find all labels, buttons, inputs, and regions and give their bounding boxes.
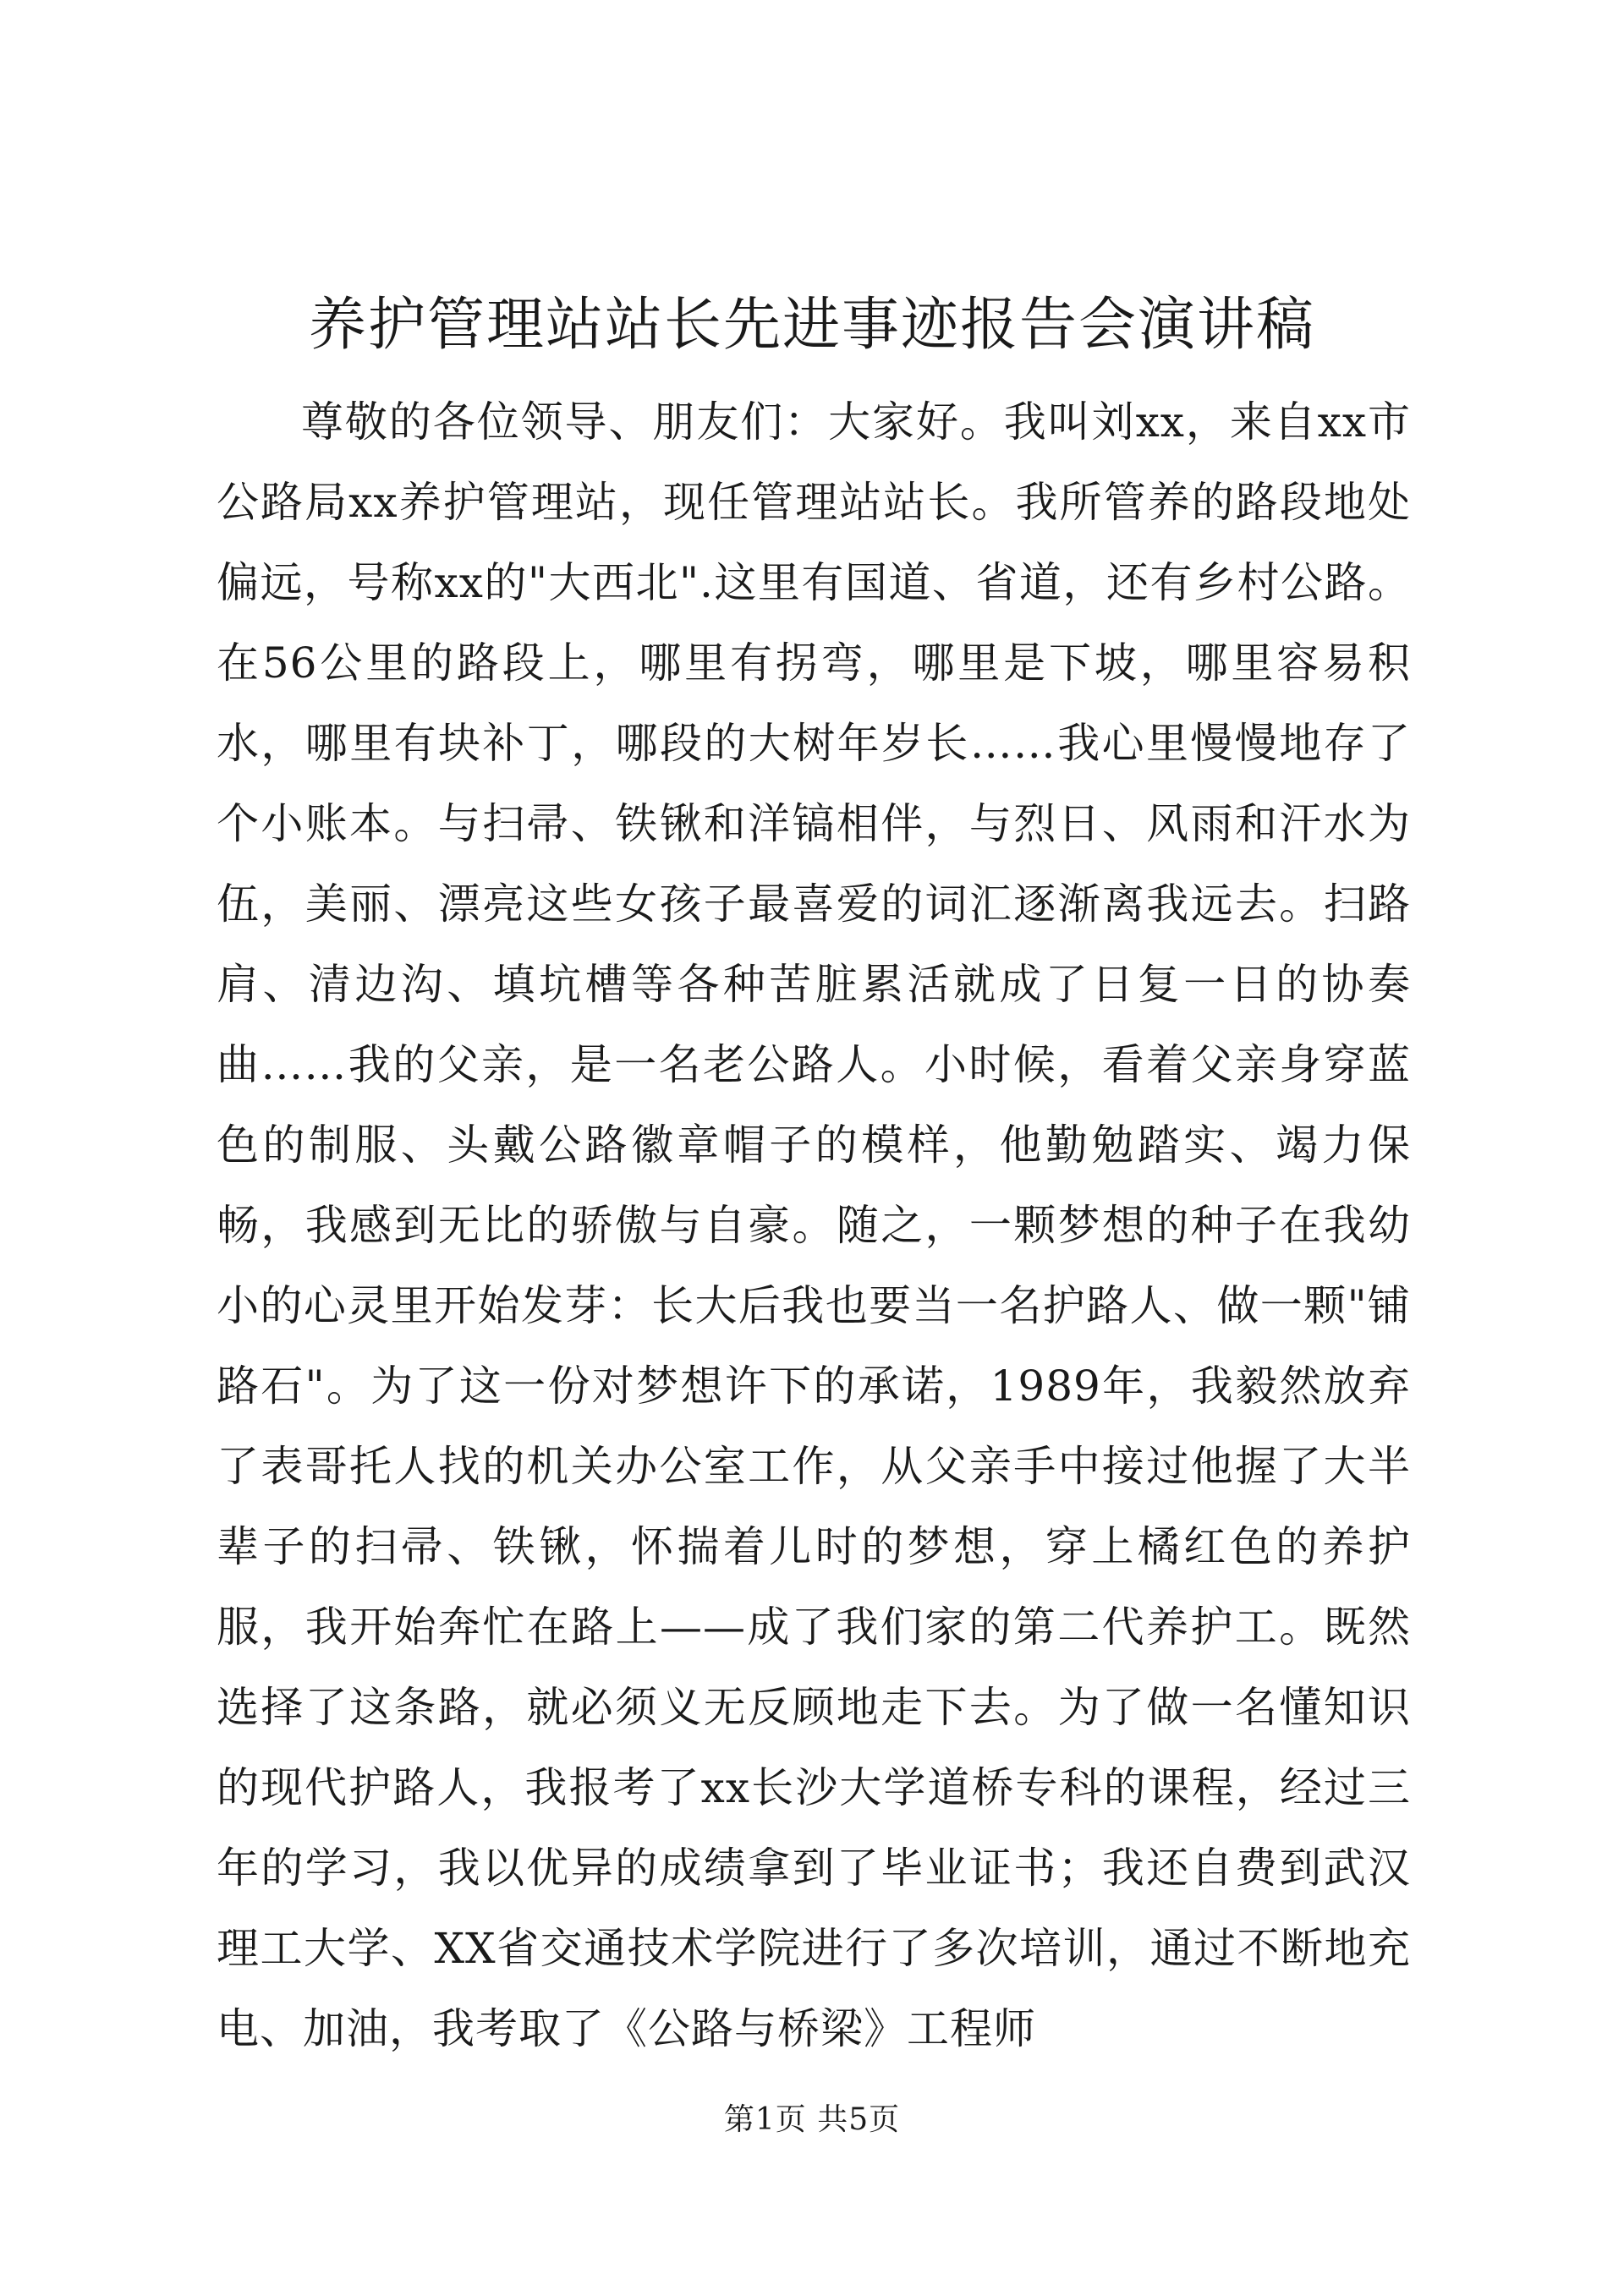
- page-number-footer: 第1页 共5页: [723, 2102, 901, 2137]
- document-body-paragraph: 尊敬的各位领导、朋友们：大家好。我叫刘xx，来自xx市公路局xx养护管理站，现任管理站站长。我所管养的路段地处偏远，号称xx的"大西北".这里有国道、省道，还有乡村公路。在56公里的路段上，哪里有拐弯，哪里是下坡，哪里容易积水，哪里有块补丁，哪段的大树年岁长……我心里慢慢地存了个小账本。与扫帚、铁锹和洋镐相伴，与烈日、风雨和汗水为伍，美丽、漂亮这些女孩子最喜爱的词汇逐渐离我远去。扫路肩、清边沟、填坑槽等各种苦脏累活就成了日复一日的协奏曲……我的父亲，是一名老公路人。小时候，看着父亲身穿蓝色的制服、头戴公路徽章帽子的模样，他勤勉踏实、竭力保畅，我感到无比的骄傲与自豪。随之，一颗梦想的种子在我幼小的心灵里开始发芽：长大后我也要当一名护路人、做一颗"铺路石"。为了这一份对梦想许下的承诺，1989年，我毅然放弃了表哥托人找的机关办公室工作，从父亲手中接过他握了大半辈子的扫帚、铁锹，怀揣着儿时的梦想，穿上橘红色的养护服，我开始奔忙在路上——成了我们家的第二代养护工。既然选择了这条路，就必须义无反顾地走下去。为了做一名懂知识的现代护路人，我报考了xx长沙大学道桥专科的课程，经过三年的学习，我以优异的成绩拿到了毕业证书；我还自费到武汉理工大学、XX省交通技术学院进行了多次培训，通过不断地充电、加油，我考取了《公路与桥梁》工程师: [217, 397, 1411, 2053]
- document-title: 养护管理站站长先进事迹报告会演讲稿: [308, 292, 1315, 359]
